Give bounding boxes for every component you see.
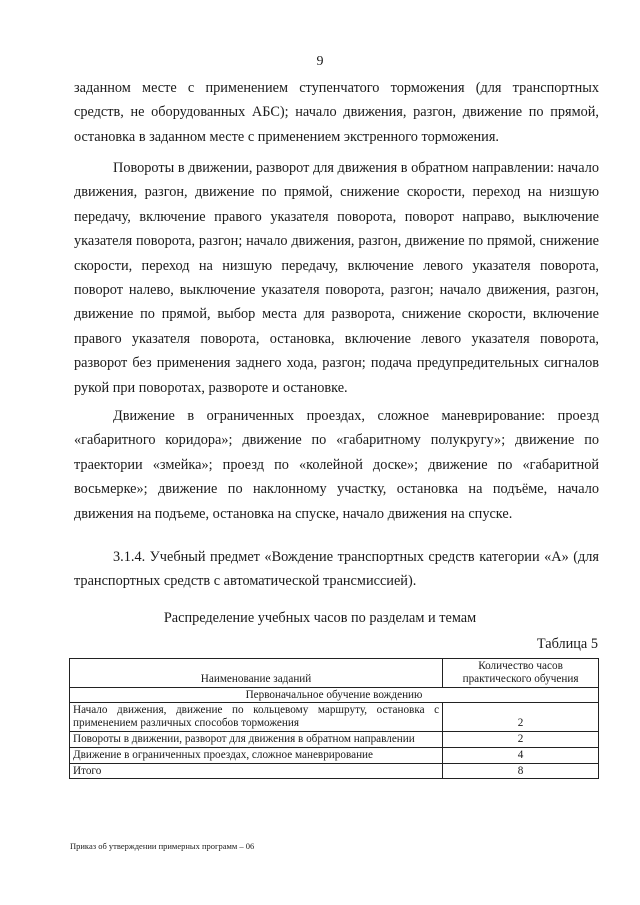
row-name: Начало движения, движение по кольцевому маршруту, остановка с применением различных способов торможения	[70, 703, 443, 732]
page-footer: Приказ об утверждении примерных программ – 06	[70, 841, 255, 851]
page-number: 9	[316, 54, 324, 69]
row-name: Движение в ограниченных проездах, сложное маневрирование	[70, 747, 443, 763]
table-title: Распределение учебных часов по разделам и темам	[163, 610, 477, 626]
row-hours: 4	[443, 747, 599, 763]
paragraph-braking: заданном месте с применением ступенчатого торможения (для транспортных средств, не оборудованных АБС); начало движения, разгон, движение по прямой, остановка в заданном месте с применением экстренного торможения.	[74, 80, 599, 145]
total-hours: 8	[443, 763, 599, 779]
header-hours: Количество часов практического обучения	[443, 659, 599, 688]
table-header-row	[70, 659, 599, 688]
paragraph-limited-passages: Движение в ограниченных проездах, сложное маневрирование: проезд «габаритного коридора»; движение по «габаритному полукругу»; движение по траектории «змейка»; проезд по «колейной доске»; движение по «габаритной восьмерке»; движение по наклонному участку, остановка на подъёме, начало движения на подъеме, остановка на спуске, начало движения на спуске.	[74, 408, 599, 522]
row-hours: 2	[443, 703, 599, 732]
section-heading-3-1-4: 3.1.4. Учебный предмет «Вождение транспортных средств категории «А» (для транспортных средств с автоматической трансмиссией).	[74, 549, 599, 590]
section-title: Первоначальное обучение вождению	[70, 687, 599, 703]
row-name: Повороты в движении, разворот для движения в обратном направлении	[70, 731, 443, 747]
table-label: Таблица 5	[536, 636, 598, 652]
table-row	[70, 731, 599, 747]
paragraph-turns: Повороты в движении, разворот для движения в обратном направлении: начало движения, разгон, движение по прямой, снижение скорости, переход на низшую передачу, включение правого указателя поворота, поворот направо, выключение указателя поворота, разгон; начало движения, разгон, движение по прямой, снижение скорости, переход на низшую передачу, включение левого указателя поворота, поворот налево, выключение указателя поворота, разгон; начало движения, разгон, движение по прямой, выбор места для разворота, снижение скорости, включение правого указателя поворота, остановка, включение левого указателя поворота, разворот без применения заднего хода, разгон; подача предупредительных сигналов рукой при поворотах, развороте и остановке.	[74, 160, 599, 396]
table-row	[70, 703, 599, 732]
table-row	[70, 747, 599, 763]
table-total-row	[70, 763, 599, 779]
header-name: Наименование заданий	[70, 659, 443, 688]
hours-table	[69, 658, 599, 779]
total-label: Итого	[70, 763, 443, 779]
row-hours: 2	[443, 731, 599, 747]
table-section-row	[70, 687, 599, 703]
